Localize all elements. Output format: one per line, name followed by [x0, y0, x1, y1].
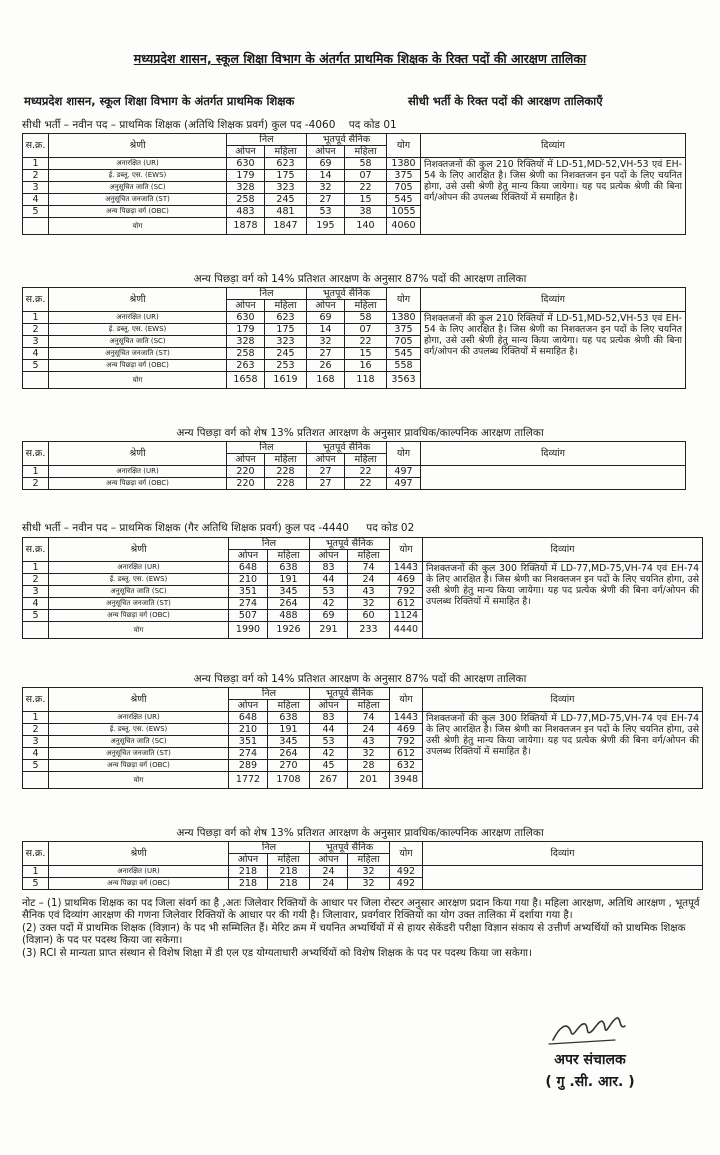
row-value: 69 [310, 610, 348, 622]
row-value: 83 [310, 562, 348, 574]
row-value: 43 [348, 736, 390, 748]
divyang-note: निशक्तजनों की कुल 210 रिक्तियों में LD-51,MD-52,VH-53 एवं EH-54 के लिए आरक्षित है। जिस श्रेणी का निशक्तजन इन पदों के लिए चयनित होगा, उसे उसी श्रेणी हेतु मान्य किया जायेगा। यह पद प्रत्येक श्रेणी की बिना वर्ग/ओपन की उपलब्ध रिक्तियों में समाहित है। [421, 158, 686, 235]
total-value: 1990 [229, 622, 268, 639]
row-value: 07 [345, 324, 387, 336]
col-header-female: महिला [265, 300, 307, 312]
row-value: 43 [348, 586, 390, 598]
row-sno: 1 [23, 312, 49, 324]
row-category: अनुसूचित जनजाति (ST) [49, 598, 229, 610]
row-value: 253 [265, 360, 307, 372]
table-row [23, 158, 686, 170]
total-value: 291 [310, 622, 348, 639]
row-sno: 4 [23, 598, 49, 610]
row-value: 1055 [387, 206, 421, 218]
total-value: 3948 [390, 772, 423, 789]
total-value: 4060 [387, 218, 421, 235]
row-value: 24 [310, 878, 348, 890]
total-value: 1926 [268, 622, 310, 639]
col-header-category: श्रेणी [49, 134, 227, 158]
row-sno: 2 [23, 324, 49, 336]
row-category: अन्य पिछड़ा वर्ग (OBC) [49, 206, 227, 218]
row-sno: 1 [23, 466, 49, 478]
row-value: 22 [345, 336, 387, 348]
row-category: अनुसूचित जनजाति (ST) [49, 348, 227, 360]
row-value: 469 [390, 574, 423, 586]
row-value: 492 [390, 866, 423, 878]
row-category: अन्य पिछड़ा वर्ग (OBC) [49, 878, 229, 890]
row-value: 630 [227, 312, 265, 324]
row-value: 375 [387, 324, 421, 336]
col-header-nil: निल [227, 288, 307, 300]
total-label: योग [49, 772, 229, 789]
row-category: अनुसूचित जाति (SC) [49, 336, 227, 348]
section2-heading-text: सीधी भर्ती – नवीन पद – प्राथमिक शिक्षक (गैर अतिथि शिक्षक प्रवर्ग) कुल पद -4440 [22, 522, 349, 534]
col-header-female: महिला [345, 300, 387, 312]
row-category: अनुसूचित जाति (SC) [49, 586, 229, 598]
row-sno: 3 [23, 182, 49, 194]
row-category: अनारक्षित (UR) [49, 312, 227, 324]
col-header-female: महिला [348, 700, 390, 712]
s2-obc-13-table [22, 841, 703, 890]
row-category: अनुसूचित जनजाति (ST) [49, 194, 227, 206]
total-value: 140 [345, 218, 387, 235]
table-row [23, 562, 703, 574]
row-sno: 1 [23, 712, 49, 724]
total-value: 201 [348, 772, 390, 789]
row-value: 218 [229, 878, 268, 890]
row-value: 60 [348, 610, 390, 622]
row-value: 488 [268, 610, 310, 622]
row-category: ई. डब्लू. एस. (EWS) [49, 724, 229, 736]
row-category: ई. डब्लू. एस. (EWS) [49, 170, 227, 182]
row-value: 638 [268, 712, 310, 724]
row-value: 705 [387, 182, 421, 194]
col-header-ex-serviceman: भूतपूर्व सैनिक [307, 288, 387, 300]
row-value: 492 [390, 878, 423, 890]
row-sno: 1 [23, 866, 49, 878]
row-category: अनारक्षित (UR) [49, 158, 227, 170]
divyang-cell-empty [421, 466, 686, 490]
col-header-divyang: दिव्यांग [421, 134, 686, 158]
row-value: 648 [229, 562, 268, 574]
row-value: 15 [345, 194, 387, 206]
col-header-ex-serviceman: भूतपूर्व सैनिक [310, 842, 390, 854]
row-sno: 5 [23, 360, 49, 372]
row-value: 289 [229, 760, 268, 772]
table-row [23, 312, 686, 324]
row-value: 274 [229, 748, 268, 760]
row-value: 328 [227, 182, 265, 194]
total-label: योग [49, 218, 227, 235]
col-header-open: ओपन [310, 854, 348, 866]
row-sno: 5 [23, 760, 49, 772]
row-value: 351 [229, 736, 268, 748]
row-sno: 2 [23, 724, 49, 736]
row-value: 220 [227, 466, 265, 478]
col-header-divyang: दिव्यांग [423, 538, 703, 562]
row-sno: 4 [23, 748, 49, 760]
col-header-category: श्रेणी [49, 442, 227, 466]
row-value: 323 [265, 336, 307, 348]
s2-obc-87-table [22, 687, 703, 789]
row-value: 210 [229, 724, 268, 736]
col-header-category: श्रेणी [49, 842, 229, 866]
row-value: 53 [310, 586, 348, 598]
row-value: 32 [307, 336, 345, 348]
row-category: अन्य पिछड़ा वर्ग (OBC) [49, 760, 229, 772]
section1-post-code: पद कोड 01 [348, 119, 397, 131]
col-header-open: ओपन [310, 700, 348, 712]
row-value: 24 [348, 724, 390, 736]
row-sno: 3 [23, 336, 49, 348]
row-value: 210 [229, 574, 268, 586]
row-value: 53 [307, 206, 345, 218]
note-1: नोट – (1) प्राथमिक शिक्षक का पद जिला संवर्ग का है ,अतः जिलेवार रिक्तियों के आधार पर जिला रोस्टर अनुसार आरक्षण प्रदान किया गया है। महिला आरक्षण, अतिथि आरक्षण , भूतपूर्व सैनिक एवं दिव्यांग आरक्षण की गणना जिलेवार रिक्तियों के आधार पर की गयी है। जिलावार, प्रवर्गवार रिक्तियों का योग उक्त तालिका में दर्शाया गया है। [22, 898, 700, 922]
row-value: 24 [310, 866, 348, 878]
handwritten-signature-icon [545, 1010, 635, 1048]
row-value: 623 [265, 312, 307, 324]
row-value: 69 [307, 312, 345, 324]
row-value: 175 [265, 170, 307, 182]
row-value: 32 [348, 748, 390, 760]
col-header-category: श्रेणी [49, 688, 229, 712]
total-value: 4440 [390, 622, 423, 639]
table-row [23, 466, 686, 478]
row-value: 623 [265, 158, 307, 170]
col-header-total: योग [387, 288, 421, 312]
divyang-note: निशक्तजनों की कुल 300 रिक्तियों में LD-77,MD-75,VH-74 एवं EH-74 के लिए आरक्षित है। जिस श्रेणी का निशक्तजन इन पदों के लिए चयनित होगा, उसे उसी श्रेणी हेतु मान्य किया जायेगा। यह पद प्रत्येक श्रेणी की बिना वर्ग/ओपन की उपलब्ध रिक्तियों में समाहित है। [423, 562, 703, 639]
col-header-open: ओपन [229, 550, 268, 562]
row-value: 264 [268, 748, 310, 760]
row-sno-empty [23, 218, 49, 235]
row-value: 218 [268, 866, 310, 878]
divyang-cell-empty [423, 866, 703, 890]
col-header-sno: स.क्र. [23, 134, 49, 158]
row-value: 44 [310, 574, 348, 586]
col-header-category: श्रेणी [49, 288, 227, 312]
col-header-divyang: दिव्यांग [421, 288, 686, 312]
row-value: 58 [345, 158, 387, 170]
total-value: 267 [310, 772, 348, 789]
total-value: 168 [307, 372, 345, 389]
col-header-female: महिला [265, 454, 307, 466]
col-header-ex-serviceman: भूतपूर्व सैनिक [310, 688, 390, 700]
col-header-nil: निल [229, 538, 310, 550]
row-value: 245 [265, 348, 307, 360]
row-sno: 5 [23, 878, 49, 890]
row-sno: 3 [23, 586, 49, 598]
col-header-sno: स.क्र. [23, 288, 49, 312]
total-value: 1658 [227, 372, 265, 389]
row-value: 351 [229, 586, 268, 598]
row-sno: 2 [23, 478, 49, 490]
section2-post-code: पद कोड 02 [366, 522, 415, 534]
row-value: 83 [310, 712, 348, 724]
row-value: 14 [307, 324, 345, 336]
row-value: 32 [348, 878, 390, 890]
row-value: 612 [390, 748, 423, 760]
row-value: 264 [268, 598, 310, 610]
col-header-female: महिला [348, 550, 390, 562]
col-header-female: महिला [265, 146, 307, 158]
row-category: अनारक्षित (UR) [49, 866, 229, 878]
row-value: 1124 [390, 610, 423, 622]
row-value: 32 [348, 866, 390, 878]
total-label: योग [49, 622, 229, 639]
section1-heading [22, 118, 397, 132]
row-value: 345 [268, 736, 310, 748]
total-value: 195 [307, 218, 345, 235]
table-row [23, 866, 703, 878]
col-header-divyang: दिव्यांग [423, 688, 703, 712]
note-2: (2) उक्त पदों में प्राथमिक शिक्षक (विज्ञान) के पद भी सम्मिलित हैं। मेरिट क्रम में चयनित अभ्यर्थियों में से हायर सेकेंडरी परीक्षा विज्ञान संकाय से उत्तीर्ण अभ्यर्थियों को प्राथमिक शिक्षक (विज्ञान) के पद पर पदस्थ किया जा सकेगा। [22, 922, 686, 947]
row-value: 22 [345, 182, 387, 194]
row-value: 792 [390, 736, 423, 748]
row-value: 705 [387, 336, 421, 348]
row-value: 32 [348, 598, 390, 610]
col-header-ex-serviceman: भूतपूर्व सैनिक [310, 538, 390, 550]
row-value: 24 [348, 574, 390, 586]
s2-caption-13: अन्य पिछड़ा वर्ग को शेष 13% प्रतिशत आरक्षण के अनुसार प्रावधिक/काल्पनिक आरक्षण तालिका [176, 827, 544, 839]
row-value: 469 [390, 724, 423, 736]
row-value: 179 [227, 324, 265, 336]
subtitle-left: मध्यप्रदेश शासन, स्कूल शिक्षा विभाग के अंतर्गत प्राथमिक शिक्षक [24, 94, 295, 108]
row-sno-empty [23, 772, 49, 789]
signatory-designation: अपर संचालक [554, 1052, 626, 1068]
row-sno: 5 [23, 610, 49, 622]
row-value: 218 [229, 866, 268, 878]
row-value: 1380 [387, 158, 421, 170]
s1-obc-13-table [22, 441, 686, 490]
col-header-female: महिला [268, 854, 310, 866]
col-header-total: योग [390, 538, 423, 562]
row-sno: 3 [23, 736, 49, 748]
row-value: 648 [229, 712, 268, 724]
row-value: 26 [307, 360, 345, 372]
row-category: अनारक्षित (UR) [49, 562, 229, 574]
col-header-female: महिला [345, 454, 387, 466]
row-sno-empty [23, 622, 49, 639]
row-sno: 2 [23, 170, 49, 182]
col-header-open: ओपन [229, 854, 268, 866]
row-value: 27 [307, 478, 345, 490]
table-row [23, 712, 703, 724]
col-header-open: ओपन [310, 550, 348, 562]
total-value: 233 [348, 622, 390, 639]
row-value: 191 [268, 724, 310, 736]
row-value: 1443 [390, 562, 423, 574]
col-header-nil: निल [229, 842, 310, 854]
row-value: 220 [227, 478, 265, 490]
row-value: 612 [390, 598, 423, 610]
row-value: 53 [310, 736, 348, 748]
row-value: 42 [310, 598, 348, 610]
row-value: 27 [307, 348, 345, 360]
subtitle-right: सीधी भर्ती के रिक्त पदों की आरक्षण तालिकाएँ [408, 94, 603, 108]
row-value: 274 [229, 598, 268, 610]
row-value: 545 [387, 194, 421, 206]
row-sno: 1 [23, 158, 49, 170]
col-header-total: योग [387, 134, 421, 158]
row-value: 69 [307, 158, 345, 170]
row-sno: 1 [23, 562, 49, 574]
row-value: 245 [265, 194, 307, 206]
note-3: (3) RCI से मान्यता प्राप्त संस्थान से विशेष शिक्षा में डी एल एड योग्यताधारी अभ्यर्थियों को विशेष शिक्षक के पद पर पदस्थ किया जा सकेगा। [22, 947, 532, 959]
row-value: 44 [310, 724, 348, 736]
row-sno: 5 [23, 206, 49, 218]
row-value: 497 [387, 466, 421, 478]
row-sno: 4 [23, 348, 49, 360]
row-value: 345 [268, 586, 310, 598]
signature-block [520, 1010, 660, 1091]
s1-obc-87-table [22, 287, 686, 389]
col-header-sno: स.क्र. [23, 538, 49, 562]
col-header-open: ओपन [227, 146, 265, 158]
row-value: 42 [310, 748, 348, 760]
row-value: 45 [310, 760, 348, 772]
row-value: 792 [390, 586, 423, 598]
row-value: 481 [265, 206, 307, 218]
row-value: 228 [265, 466, 307, 478]
row-sno-empty [23, 372, 49, 389]
col-header-total: योग [390, 688, 423, 712]
total-value: 1847 [265, 218, 307, 235]
row-sno: 4 [23, 194, 49, 206]
row-value: 74 [348, 712, 390, 724]
row-value: 483 [227, 206, 265, 218]
divyang-note: निशक्तजनों की कुल 210 रिक्तियों में LD-51,MD-52,VH-53 एवं EH-54 के लिए आरक्षित है। जिस श्रेणी का निशक्तजन इन पदों के लिए चयनित होगा, उसे उसी श्रेणी हेतु मान्य किया जायेगा। यह पद प्रत्येक श्रेणी की बिना वर्ग/ओपन की उपलब्ध रिक्तियों में समाहित है। [421, 312, 686, 389]
s1-caption-13: अन्य पिछड़ा वर्ग को शेष 13% प्रतिशत आरक्षण के अनुसार प्रावधिक/काल्पनिक आरक्षण तालिका [176, 427, 544, 439]
row-category: अनुसूचित जाति (SC) [49, 736, 229, 748]
s2-caption-87: अन्य पिछड़ा वर्ग को 14% प्रतिशत आरक्षण के अनुसार 87% पदों की आरक्षण तालिका [193, 673, 527, 685]
row-value: 1443 [390, 712, 423, 724]
row-value: 558 [387, 360, 421, 372]
row-value: 191 [268, 574, 310, 586]
col-header-open: ओपन [307, 454, 345, 466]
row-value: 07 [345, 170, 387, 182]
row-value: 74 [348, 562, 390, 574]
col-header-sno: स.क्र. [23, 688, 49, 712]
col-header-sno: स.क्र. [23, 442, 49, 466]
col-header-open: ओपन [229, 700, 268, 712]
col-header-open: ओपन [307, 146, 345, 158]
total-value: 1878 [227, 218, 265, 235]
row-value: 328 [227, 336, 265, 348]
row-value: 16 [345, 360, 387, 372]
row-value: 15 [345, 348, 387, 360]
row-value: 32 [307, 182, 345, 194]
col-header-divyang: दिव्यांग [421, 442, 686, 466]
row-value: 14 [307, 170, 345, 182]
col-header-total: योग [387, 442, 421, 466]
col-header-ex-serviceman: भूतपूर्व सैनिक [307, 134, 387, 146]
row-value: 27 [307, 194, 345, 206]
s2-reservation-table [22, 537, 703, 639]
row-value: 323 [265, 182, 307, 194]
row-value: 270 [268, 760, 310, 772]
total-value: 1619 [265, 372, 307, 389]
row-value: 28 [348, 760, 390, 772]
signatory-office: ( गु .सी. आर. ) [545, 1074, 635, 1090]
row-category: अनारक्षित (UR) [49, 466, 227, 478]
total-value: 3563 [387, 372, 421, 389]
row-value: 507 [229, 610, 268, 622]
col-header-nil: निल [227, 134, 307, 146]
divyang-note: निशक्तजनों की कुल 300 रिक्तियों में LD-77,MD-75,VH-74 एवं EH-74 के लिए आरक्षित है। जिस श्रेणी का निशक्तजन इन पदों के लिए चयनित होगा, उसे उसी श्रेणी हेतु मान्य किया जायेगा। यह पद प्रत्येक श्रेणी की बिना वर्ग/ओपन की उपलब्ध रिक्तियों में समाहित है। [423, 712, 703, 789]
row-category: अनुसूचित जनजाति (ST) [49, 748, 229, 760]
row-value: 22 [345, 466, 387, 478]
row-value: 22 [345, 478, 387, 490]
row-category: अन्य पिछड़ा वर्ग (OBC) [49, 478, 227, 490]
row-category: अन्य पिछड़ा वर्ग (OBC) [49, 360, 227, 372]
row-value: 630 [227, 158, 265, 170]
col-header-open: ओपन [307, 300, 345, 312]
row-value: 258 [227, 194, 265, 206]
row-category: अनुसूचित जाति (SC) [49, 182, 227, 194]
row-value: 638 [268, 562, 310, 574]
col-header-sno: स.क्र. [23, 842, 49, 866]
total-value: 118 [345, 372, 387, 389]
row-value: 497 [387, 478, 421, 490]
s1-reservation-table [22, 133, 686, 235]
row-value: 179 [227, 170, 265, 182]
document-title: मध्यप्रदेश शासन, स्कूल शिक्षा विभाग के अंतर्गत प्राथमिक शिक्षक के रिक्त पदों की आरक्षण तालिका [133, 51, 587, 66]
col-header-nil: निल [227, 442, 307, 454]
row-value: 38 [345, 206, 387, 218]
total-value: 1772 [229, 772, 268, 789]
row-category: ई. डब्लू. एस. (EWS) [49, 574, 229, 586]
section2-heading [22, 521, 414, 535]
s1-caption-87: अन्य पिछड़ा वर्ग को 14% प्रतिशत आरक्षण के अनुसार 87% पदों की आरक्षण तालिका [193, 273, 527, 285]
col-header-female: महिला [268, 550, 310, 562]
row-value: 58 [345, 312, 387, 324]
col-header-open: ओपन [227, 454, 265, 466]
col-header-nil: निल [229, 688, 310, 700]
row-value: 1380 [387, 312, 421, 324]
total-value: 1708 [268, 772, 310, 789]
col-header-total: योग [390, 842, 423, 866]
row-value: 632 [390, 760, 423, 772]
row-value: 545 [387, 348, 421, 360]
row-category: अनारक्षित (UR) [49, 712, 229, 724]
col-header-category: श्रेणी [49, 538, 229, 562]
row-sno: 2 [23, 574, 49, 586]
total-label: योग [49, 372, 227, 389]
col-header-female: महिला [348, 854, 390, 866]
row-value: 263 [227, 360, 265, 372]
row-value: 175 [265, 324, 307, 336]
col-header-female: महिला [268, 700, 310, 712]
row-category: अन्य पिछड़ा वर्ग (OBC) [49, 610, 229, 622]
row-value: 228 [265, 478, 307, 490]
col-header-open: ओपन [227, 300, 265, 312]
row-value: 27 [307, 466, 345, 478]
col-header-divyang: दिव्यांग [423, 842, 703, 866]
col-header-female: महिला [345, 146, 387, 158]
row-category: ई. डब्लू. एस. (EWS) [49, 324, 227, 336]
row-value: 258 [227, 348, 265, 360]
row-value: 218 [268, 878, 310, 890]
notes-block [22, 898, 700, 960]
col-header-ex-serviceman: भूतपूर्व सैनिक [307, 442, 387, 454]
row-value: 375 [387, 170, 421, 182]
section1-heading-text: सीधी भर्ती – नवीन पद – प्राथमिक शिक्षक (अतिथि शिक्षक प्रवर्ग) कुल पद -4060 [22, 119, 336, 131]
